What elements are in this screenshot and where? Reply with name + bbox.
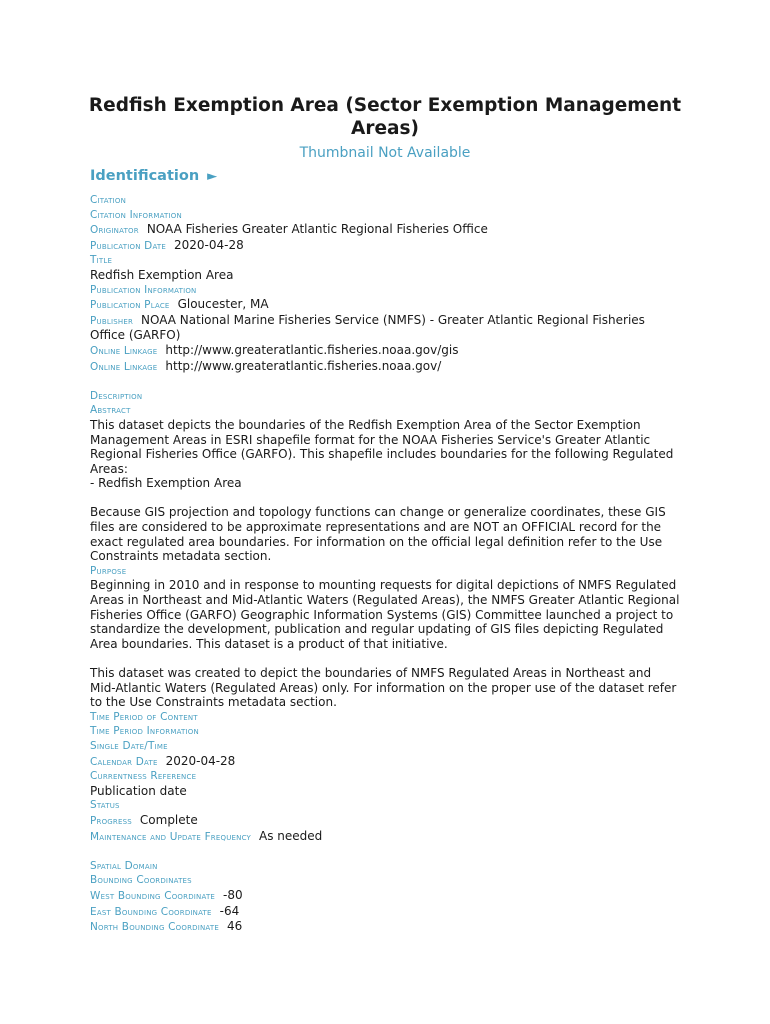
currentness-reference-value: Publication date (90, 783, 187, 798)
publication-place-row (90, 297, 680, 313)
label-single-date-time: Single Date/Time (90, 739, 168, 752)
progress-value: Complete (139, 812, 198, 827)
thumbnail-placeholder: Thumbnail Not Available (299, 145, 471, 161)
abstract-paragraph-2: Because GIS projection and topology functions can change or generalize coordinates, these GIS files are considered to be approximate representations and are NOT an OFFICIAL record for the exact regulated area boundaries. For information on the official legal definition refer to the Use Constraints metadata section. (90, 505, 666, 564)
online-linkage-row-2 (90, 359, 680, 375)
label-title: Title (90, 254, 113, 267)
label-time-period-of-content: Time Period of Content (90, 710, 198, 723)
originator-row (90, 222, 680, 238)
identification-heading: Identification (90, 168, 200, 184)
spacer (90, 491, 680, 506)
label-currentness-reference: Currentness Reference (90, 770, 197, 783)
identification-content (90, 193, 680, 935)
label-purpose: Purpose (90, 564, 127, 577)
online-linkage-link-1[interactable]: http://www.greateratlantic.fisheries.noaa.gov/gis (165, 342, 459, 357)
spacer (90, 651, 680, 666)
publication-date-row (90, 238, 680, 254)
calendar-date-row (90, 754, 680, 770)
online-linkage-link-2[interactable]: http://www.greateratlantic.fisheries.noaa.gov/ (165, 358, 442, 373)
abstract-list-item: - Redfish Exemption Area (90, 476, 242, 491)
progress-row (90, 813, 680, 829)
online-linkage-row-1 (90, 343, 680, 359)
maintenance-row (90, 829, 680, 845)
publisher-value: NOAA National Marine Fisheries Service (NMFS) - Greater Atlantic Regional Fisheries Office (GARFO) (90, 312, 645, 343)
publication-date-value: 2020-04-28 (174, 237, 244, 252)
label-citation-information: Citation Information (90, 208, 182, 221)
label-time-period-information: Time Period Information (90, 725, 199, 738)
purpose-paragraph-1: Beginning in 2010 and in response to mounting requests for digital depictions of NMFS Regulated Areas in Northeast and Mid-Atlantic Waters (Regulated Areas), the NMFS Greater Atlantic Regional Fisheries Office (GARFO) Geographic Information Systems (GIS) Committee launched a project to standardize the development, publication and regular updating of GIS files depicting Regulated Area boundaries. This dataset is a product of that initiative. (90, 578, 680, 651)
label-citation: Citation (90, 194, 127, 206)
purpose-paragraph-2: This dataset was created to depict the boundaries of NMFS Regulated Areas in Northeast and Mid-Atlantic Waters (Regulated Areas) only. For information on the proper use of the dataset refer to the Use Constraints metadata section. (90, 666, 677, 710)
west-coordinate-row (90, 888, 680, 904)
label-publication-place: Publication Place (90, 299, 170, 312)
label-online-linkage: Online Linkage (90, 360, 158, 373)
label-progress: Progress (90, 814, 132, 827)
north-coordinate-value: 46 (226, 919, 243, 934)
label-online-linkage: Online Linkage (90, 344, 158, 357)
label-bounding-coordinates: Bounding Coordinates (90, 874, 192, 887)
abstract-paragraph-1: This dataset depicts the boundaries of the Redfish Exemption Area of the Sector Exemption Management Areas in ESRI shapefile format for the NOAA Fisheries Service's Greater Atlantic Regional Fisheries Office (GARFO). This shapefile includes boundaries for the following Regulated Areas: (90, 417, 674, 476)
label-publication-information: Publication Information (90, 283, 197, 296)
expand-arrow-icon: ► (207, 169, 218, 184)
label-publication-date: Publication Date (90, 239, 167, 252)
label-originator: Originator (90, 224, 139, 237)
maintenance-value: As needed (259, 828, 323, 843)
identification-section-toggle[interactable] (90, 168, 217, 184)
label-abstract: Abstract (90, 404, 131, 417)
label-spatial-domain: Spatial Domain (90, 859, 158, 872)
title-value: Redfish Exemption Area (90, 267, 234, 282)
publication-place-value: Gloucester, MA (177, 297, 269, 312)
originator-value: NOAA Fisheries Greater Atlantic Regional Fisheries Office (146, 222, 488, 237)
label-calendar-date: Calendar Date (90, 755, 158, 768)
label-west-coordinate: West Bounding Coordinate (90, 889, 216, 902)
east-coordinate-value: -64 (219, 903, 240, 918)
label-publisher: Publisher (90, 314, 134, 327)
spacer (90, 374, 680, 389)
label-description: Description (90, 389, 143, 402)
publisher-row (90, 313, 680, 343)
calendar-date-value: 2020-04-28 (165, 753, 236, 768)
north-coordinate-row (90, 919, 680, 935)
page-title: Redfish Exemption Area (Sector Exemption Management Areas) (88, 95, 682, 139)
label-status: Status (90, 799, 120, 812)
west-coordinate-value: -80 (223, 887, 243, 902)
label-maintenance: Maintenance and Update Frequency (90, 830, 252, 843)
spacer (90, 844, 680, 859)
east-coordinate-row (90, 904, 680, 920)
label-north-coordinate: North Bounding Coordinate (90, 921, 219, 934)
label-east-coordinate: East Bounding Coordinate (90, 905, 212, 918)
